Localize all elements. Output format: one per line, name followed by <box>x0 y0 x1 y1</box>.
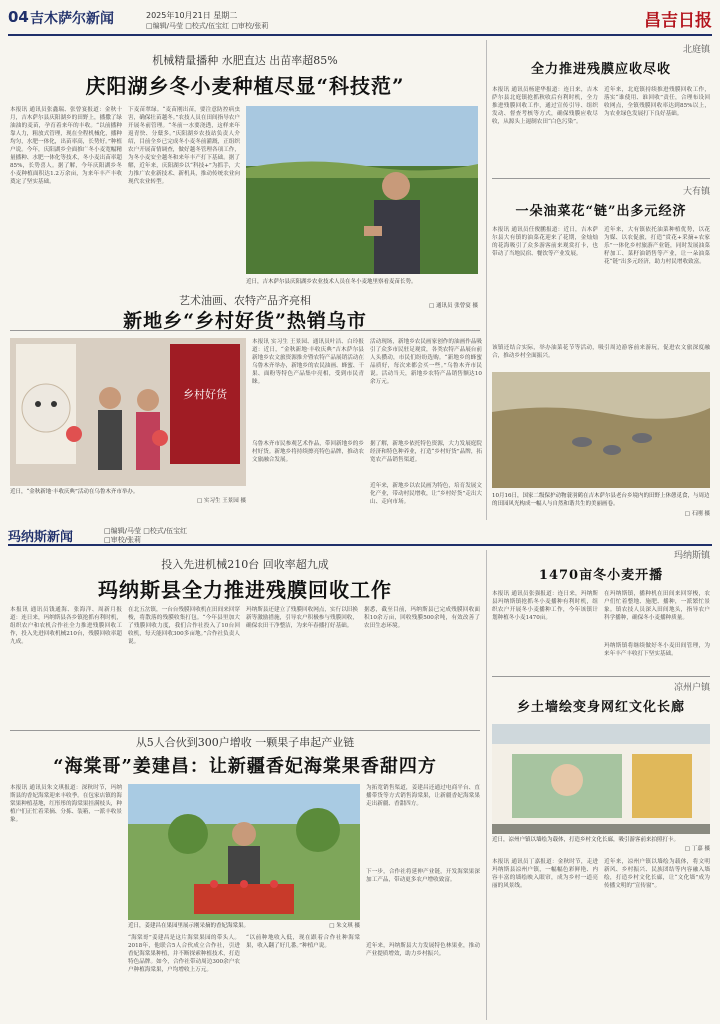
b3-headline: 乡土墙绘变身网红文化长廊 <box>516 700 685 715</box>
b4-body-col3: “以前种地收入低，现在跟着合作社种海棠果，收入翻了好几番。”种植户说。 <box>246 935 360 949</box>
divider <box>492 676 710 677</box>
a3-body-col2: 近年来，大有镇依托油菜种植优势，以花为媒、以农促旅，打造“赏花+采摘+农家乐”一体化乡村旅游产业链，同时发展油菜籽加工、菜籽油销售等产业，让一朵油菜花“链”出多元经济，助力村民增收致富。 <box>604 227 710 265</box>
b4-body-col2: “海棠哥”姜建昌是这片海棠果园的带头人。2018年，他联合5人合伙成立合作社，引进香妃海棠果种植，并不断探索种植技术，打造特色品牌。如今，合作社带动周边300余户农户种植海棠果，户均增收上万元。 <box>128 935 240 973</box>
editors-line: □编辑/马莹 □校式/伍宝红 □审校/张莉 <box>146 22 269 30</box>
b3-caption: 近日，凉州户镇以墙绘为载体，打造乡村文化长廊，吸引游客前来拍照打卡。 <box>492 837 680 843</box>
a5-caption: 10月16日，国家二级保护动物蓑羽鹤在吉木萨尔县老台乡境内的田野上休憩觅食，与周边的田园风光构成一幅人与自然和谐共生的美丽画卷。 <box>492 493 710 507</box>
a5-photo <box>492 372 710 488</box>
section2-editors-2: □审校/张莉 <box>104 536 141 544</box>
a2-headline: 全力推进残膜应收尽收 <box>530 62 671 77</box>
a4-headline: 新地乡“乡村好货”热销乌市 <box>123 310 367 332</box>
b3-body-col2: 近年来，凉州户镇以墙绘为载体，将文明新风、乡村振兴、民族团结等内容融入墙绘，打造乡村文化长廊，让“文化墙”成为传播文明的“宣传窗”。 <box>604 859 710 889</box>
a1-caption-credit: □ 通讯员 张曾宴 摄 <box>429 303 478 309</box>
a5-caption-credit: □ 石刚 摄 <box>684 511 710 517</box>
b4-photo <box>128 784 360 920</box>
b3-photo <box>492 724 710 834</box>
b4-body-col4: 为拓宽销售渠道，姜建昌还通过电商平台、直播带货等方式销售海棠果，让新疆香妃海棠果走出新疆、香甜四方。 <box>366 785 480 807</box>
a4-caption-credit: □ 实习生 王景园 摄 <box>197 498 246 504</box>
a4-body-col4: 据了解，新地乡依托特色资源，大力发展庭院经济和特色种养业，打造“乡村好货”品牌，拓宽农产品销售渠道。 <box>370 441 482 463</box>
a3-headline: 一朵油菜花“链”出多元经济 <box>515 204 687 219</box>
a1-headline: 庆阳湖乡冬小麦种植尽显“科技范” <box>85 74 405 98</box>
divider <box>492 178 710 179</box>
a3-body-col3: 该镇还结合实际，举办油菜花节等活动，吸引周边游客前来游玩，促进农文旅深度融合，推动乡村全面振兴。 <box>492 345 710 359</box>
a1-kicker: 机械精量播种 水肥直达 出苗率超85% <box>152 54 338 67</box>
b3-town-label: 凉州户镇 <box>673 683 710 693</box>
b1-kicker: 投入先进机械210台 回收率超九成 <box>161 558 329 571</box>
page-header <box>8 6 712 36</box>
b1-body-col3: 玛纳斯县还建立了残膜回收网点，实行以旧换新等激励措施，引导农户积极参与残膜回收，确保农田干净整洁，为来年春播打好基础。 <box>246 607 358 629</box>
newspaper-logo: 昌吉日报 <box>644 11 712 31</box>
a1-photo <box>246 106 478 274</box>
a4-body-col1: 本报讯 实习生 王景园、通讯员叶洁、白玲报道：近日，“金秋新地·丰收庆典”吉木萨尔县新地乡农文旅资源推介暨农特产品展销活动在乌鲁木齐举办，新地乡的农民油画、蜂蜜、干果、面粉等特色产品集中亮相，受到市民青睐。 <box>252 339 364 385</box>
section-band <box>8 526 712 546</box>
a4-body-col2: 活动现场，新地乡农民画家创作的油画作品吸引了众多市民驻足观赏，各类农特产品展台前人头攒动，市民们纷纷选购。“新地乡的蜂蜜品质好，每次来都会买一些。”乌鲁木齐市民说。活动当天，新地乡农特产品销售额达10余万元。 <box>370 339 482 385</box>
b2-body-col2: 在玛纳斯镇，播种机在田间来回穿梭，农户们忙着整地、施肥、播种，一派繁忙景象。镇农技人员深入田间地头，指导农户科学播种，确保冬小麦播种质量。 <box>604 591 710 621</box>
b2-headline: 1470亩冬小麦开播 <box>538 568 664 583</box>
b4-body-col1: 本报讯 通讯员朱文琪报道：深秋时节，玛纳斯县的香妃海棠迎来丰收季。在包家店镇的海棠果种植基地，红彤彤的海棠果挂满枝头，种植户们正忙着采摘、分拣、装箱，一派丰收景象。 <box>10 785 122 823</box>
b1-headline: 玛纳斯县全力推进残膜回收工作 <box>98 578 392 602</box>
issue-date: 2025年10月21日 星期二 <box>146 11 238 20</box>
a4-body-col5: 近年来，新地乡以农民画为特色，培育发展文化产业，带动村民增收，让“乡村好货”走出大山、走向市场。 <box>370 483 482 505</box>
b4-caption: 近日，姜建昌在果园里展示刚采摘的香妃海棠果。 <box>128 923 250 929</box>
a2-body-col2: 近年来，北庭镇持续推进残膜回收工作，落实“谁使用、谁回收”责任，合理布设回收网点，全镇残膜回收率达到85%以上，为农业绿色发展打下良好基础。 <box>604 87 710 117</box>
a1-caption: 近日，吉木萨尔县庆阳湖乡农业技术人员在冬小麦地里察看麦苗长势。 <box>246 279 417 285</box>
section2-editors: □编辑/马莹 □校式/伍宝红 <box>104 527 188 535</box>
a3-town-label: 大有镇 <box>682 187 710 197</box>
a2-town-label: 北庭镇 <box>682 45 710 55</box>
b4-caption-credit: □ 朱文琪 摄 <box>329 923 360 929</box>
b2-body-col3: 玛纳斯镇将继续做好冬小麦田间管理，为来年丰产丰收打下坚实基础。 <box>604 643 710 657</box>
b4-body-col5: 下一步，合作社将延伸产业链，开发海棠果深加工产品，带动更多农户增收致富。 <box>366 869 480 883</box>
a4-poster-text: 乡村好货 <box>183 388 227 401</box>
a4-body-col3: 乌鲁木齐市民参观艺术作品，带回新地乡的乡村好货。新地乡将持续擦亮特色品牌，推动农文旅融合发展。 <box>252 441 364 463</box>
b3-caption-credit: □ 丁嘉 摄 <box>684 846 710 852</box>
a2-body-col1: 本报讯 通讯员杨建华报道：连日来，吉木萨尔县北庭镇抢抓秋收后有利时机，全力推进残膜回收工作，通过宣传引导、组织发动、督查考核等方式，确保残膜应收尽收，从源头上遏制农田“白色污染”。 <box>492 87 598 125</box>
b1-body-col4: 据悉，截至目前，玛纳斯县已完成残膜回收面积10余万亩，回收残膜500余吨，有效改善了农田生态环境。 <box>364 607 480 629</box>
a4-kicker: 艺术油画、农特产品齐亮相 <box>179 294 311 307</box>
a1-body-col1: 本报讯 通讯员张鑫瑞、张曾宴报道：金秋十月，吉木萨尔县庆阳湖乡的田野上，播撒了绿油油的麦苗，孕育着来年的丰收。“以前播种靠人力，粗放式管理，现在全程机械化，播种均匀，水肥一体化，出苗率高，长势好。”种植户说。今年，庆阳湖乡全面推广冬小麦宽幅精量播种、水肥一体化等技术，冬小麦出苗率超85%，长势喜人。据了解，今年庆阳湖乡冬小麦种植面积达1.2万余亩，为来年丰产丰收奠定了坚实基础。 <box>10 107 122 185</box>
page-number: 04 <box>8 8 29 26</box>
a1-body-col2: 下麦苗翠绿。“麦苗刚出苗，要注意防控病虫害，确保壮苗越冬。”农技人员在田间指导农户开展冬前管理。“冬前一水要浇透，这样来年返青快、分蘖多。”庆阳湖乡农技站负责人介绍，目前全乡已完成冬小麦冬前灌溉，正组织农户开展苗情调查，做好越冬管理各项工作，为冬小麦安全越冬和来年丰产打下基础。据了解，近年来，庆阳湖乡以“科技+”为抓手，大力推广农业新技术、新机具，推动传统农业向现代农业转型。 <box>128 107 240 185</box>
a4-caption: 近日，“金秋新地·丰收庆典”活动在乌鲁木齐市举办。 <box>10 489 139 495</box>
b2-body-col1: 本报讯 通讯员张强报道：连日来，玛纳斯县玛纳斯镇抢抓冬小麦播种有利时机，组织农户开展冬小麦播种工作，今年该镇计划种植冬小麦1470亩。 <box>492 591 598 621</box>
b4-body-col6: 近年来，玛纳斯县大力发展特色林果业，推动产业提质增效，助力乡村振兴。 <box>366 943 480 957</box>
column-divider <box>486 40 487 520</box>
b2-town-label: 玛纳斯镇 <box>673 551 710 561</box>
b1-body-col2: 在北五岔镇，一台台残膜回收机在田间来回穿梭，将散落的残膜收集打包。“今年县里加大了残膜回收力度，我们合作社投入了10台回收机，每天能回收300多亩地。”合作社负责人说。 <box>128 607 240 645</box>
b1-body-col1: 本报讯 通讯员钱通海、张海洋、周新月报道：连日来，玛纳斯县各乡镇抢抓有利时机，组织农户和农机合作社全力推进残膜回收工作，投入先进回收机械210台，残膜回收率超九成。 <box>10 607 122 645</box>
divider <box>10 730 480 731</box>
a4-photo <box>10 338 246 486</box>
b4-kicker: 从5人合伙到300户增收 一颗果子串起产业链 <box>135 736 355 749</box>
a3-body-col1: 本报讯 通讯员任俊鹏报道：近日，吉木萨尔县大有镇的油菜花迎来了花期，金灿灿的花海吸引了众多游客前来观赏打卡，也带动了当地民宿、餐饮等产业发展。 <box>492 227 598 257</box>
b3-body-col1: 本报讯 通讯员丁嘉报道：金秋时节，走进玛纳斯县凉州户镇，一幅幅色彩鲜艳、内容丰富的墙绘映入眼帘，成为乡村一道亮丽的风景线。 <box>492 859 598 889</box>
section2-title: 玛纳斯新闻 <box>8 530 74 545</box>
column-divider <box>486 550 487 1020</box>
b4-headline: “海棠哥”姜建昌：让新疆香妃海棠果香甜四方 <box>53 756 437 777</box>
section-title: 吉木萨尔新闻 <box>30 11 114 27</box>
